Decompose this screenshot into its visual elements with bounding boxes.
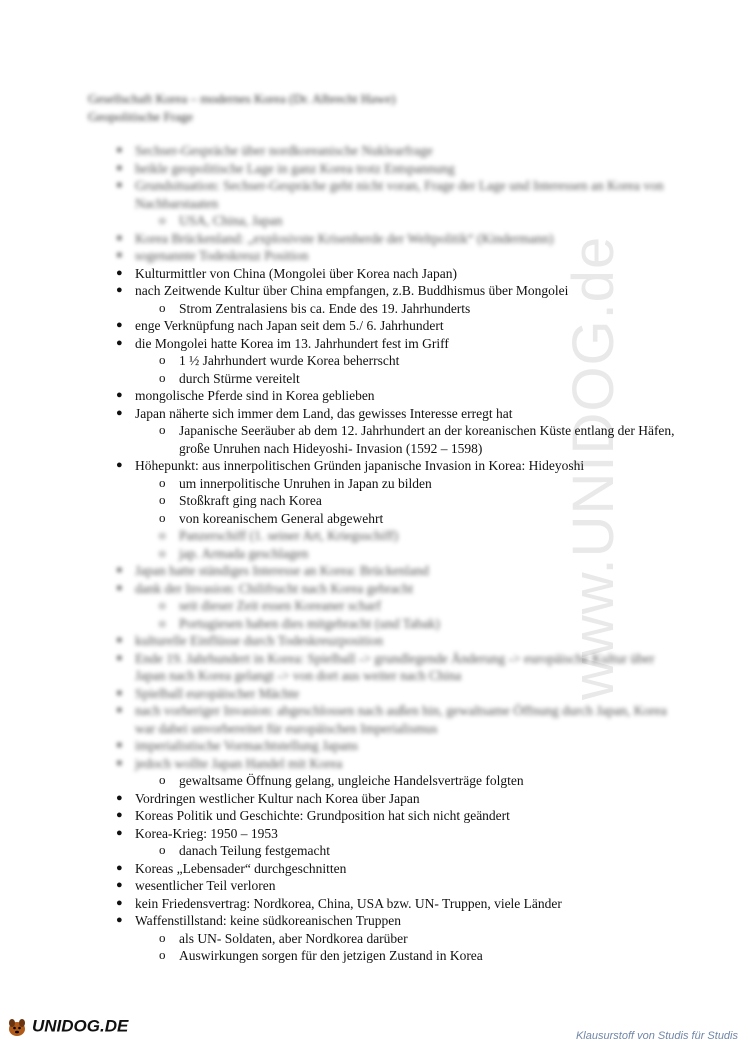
list-item-text: Spielball europäischer Mächte [135, 685, 300, 701]
sub-bullet-icon: o [159, 422, 166, 437]
list-item-text: heikle geopolitische Lage in ganz Korea trotz Entspannung [135, 160, 455, 176]
sub-bullet-icon: o [159, 544, 166, 560]
list-item-text: gewaltsame Öffnung gelang, ungleiche Handelsverträge folgten [179, 773, 524, 788]
bullet-icon: ● [116, 581, 123, 594]
list-item-text: sogenannte Todeskreuz Position [135, 248, 309, 263]
list-item [116, 317, 676, 335]
sub-bullet-icon: o [159, 527, 166, 542]
bullet-icon: ● [116, 266, 123, 279]
list-item [116, 930, 676, 948]
list-item-text: Waffenstillstand: keine südkoreanischen Truppen [135, 913, 401, 928]
list-item [116, 947, 676, 965]
list-item-text: wesentlicher Teil verloren [135, 878, 276, 893]
bullet-icon: ● [116, 651, 123, 664]
list-item-text: Portugiesen haben dies mitgebracht (und Tabak) [179, 615, 440, 631]
list-item [116, 160, 676, 178]
list-item-text: Japan hatte ständiges Interesse an Korea: Brückenland [135, 563, 429, 578]
list-item [116, 790, 676, 808]
list-item [116, 475, 676, 493]
sub-bullet-icon: o [159, 772, 166, 787]
list-item-text: jedoch wollte Japan Handel mit Korea [135, 755, 343, 771]
bullet-icon: ● [116, 879, 123, 891]
list-item-text: USA, China, Japan [179, 213, 283, 228]
bullet-list [116, 142, 676, 965]
list-item-text: nach Zeitwende Kultur über China empfangen, z.B. Buddhismus über Mongolei [135, 283, 569, 298]
list-item-text: seit dieser Zeit essen Koreaner scharf [179, 598, 382, 613]
list-item [116, 860, 676, 878]
bullet-icon: ● [116, 144, 123, 156]
list-item-text: Koreas Politik und Geschichte: Grundposition hat sich nicht geändert [135, 808, 510, 823]
bullet-icon: ● [116, 406, 123, 419]
list-item [116, 387, 676, 405]
list-item [116, 265, 676, 283]
bullet-icon: ● [116, 336, 123, 349]
list-item [116, 650, 676, 685]
bullet-icon: ● [116, 756, 123, 769]
dog-icon [6, 1016, 28, 1038]
bullet-icon: ● [116, 161, 123, 174]
list-item [116, 807, 676, 825]
sub-bullet-icon: o [159, 212, 166, 227]
sub-bullet-icon: o [159, 947, 166, 962]
bullet-icon: ● [116, 826, 123, 839]
list-item [116, 370, 676, 388]
list-item [116, 685, 676, 703]
list-item-text: von koreanischem General abgewehrt [179, 510, 384, 526]
list-item [116, 755, 676, 773]
logo-text: UNIDOG.DE [32, 1016, 129, 1036]
header-subtitle: Geopolitische Frage [88, 109, 194, 124]
list-item-text: die Mongolei hatte Korea im 13. Jahrhundert fest im Griff [135, 335, 449, 351]
list-item [116, 912, 676, 930]
list-item-text: enge Verknüpfung nach Japan seit dem 5./ 6. Jahrhundert [135, 318, 444, 333]
list-item-text: mongolische Pferde sind in Korea geblieben [135, 388, 375, 403]
bullet-icon: ● [116, 459, 123, 471]
sub-bullet-icon: o [159, 352, 166, 367]
bullet-icon: ● [116, 704, 123, 716]
document-header [88, 90, 396, 126]
list-item [116, 335, 676, 353]
footer-slogan: Klausurstoff von Studis für Studis [575, 1030, 738, 1042]
list-item-text: Sechser-Gespräche über nordkoreanische Nuklearfrage [135, 143, 433, 158]
list-item [116, 737, 676, 755]
list-item-text: durch Stürme vereitelt [179, 370, 300, 386]
list-item [116, 615, 676, 633]
watermark-text: www.UNIDOG.de [561, 235, 626, 700]
list-item [116, 562, 676, 580]
list-item-text: danach Teilung festgemacht [179, 843, 330, 858]
list-item-text: Korea Brückenland: „explosivste Krisenherde der Weltpolitik“ (Kindermann) [135, 230, 554, 246]
list-item-text: jap. Armada geschlagen [179, 545, 309, 561]
list-item [116, 457, 676, 475]
unidog-logo [6, 1016, 128, 1038]
bullet-icon: ● [116, 686, 123, 699]
list-item-text: kulturelle Einflüsse durch Todeskreuzposition [135, 633, 384, 648]
sub-bullet-icon: o [159, 299, 166, 315]
bullet-icon: ● [116, 231, 123, 244]
list-item [116, 772, 676, 790]
list-item-text: Strom Zentralasiens bis ca. Ende des 19. Jahrhunderts [179, 300, 471, 316]
list-item [116, 702, 676, 737]
list-item [116, 632, 676, 650]
sub-bullet-icon: o [159, 842, 166, 857]
list-item [116, 212, 676, 230]
list-item [116, 545, 676, 563]
list-item [116, 300, 676, 318]
list-item [116, 877, 676, 895]
list-item [116, 142, 676, 160]
list-item-text: um innerpolitische Unruhen in Japan zu bilden [179, 475, 432, 491]
list-item-text: dank der Invasion: Chilifrucht nach Korea gebracht [135, 580, 414, 596]
list-item-text: Grundsituation: Sechser-Gespräche geht nicht voran, Frage der Lage und Interessen an Korea von Nachbarstaaten [135, 178, 664, 211]
bullet-icon: ● [116, 249, 123, 261]
list-item [116, 352, 676, 370]
list-item [116, 597, 676, 615]
sub-bullet-icon: o [159, 597, 166, 612]
list-item [116, 177, 676, 212]
bullet-icon: ● [116, 179, 123, 191]
sub-bullet-icon: o [159, 369, 166, 385]
list-item [116, 282, 676, 300]
bullet-icon: ● [116, 809, 123, 821]
list-item [116, 825, 676, 843]
bullet-icon: ● [116, 896, 123, 909]
list-item-text: Japan näherte sich immer dem Land, das gewisses Interesse erregt hat [135, 405, 513, 421]
list-item-text: als UN- Soldaten, aber Nordkorea darüber [179, 930, 408, 946]
bullet-icon: ● [116, 284, 123, 296]
header-title: Gesellschaft Korea – modernes Korea (Dr. Albrecht Hawe) [88, 91, 396, 106]
list-item-text: imperialistische Vormachtstellung Japans [135, 738, 358, 753]
list-item-text: Stoßkraft ging nach Korea [179, 493, 322, 508]
list-item [116, 492, 676, 510]
list-item-text: Kulturmittler von China (Mongolei über Korea nach Japan) [135, 265, 458, 281]
list-item-text: Vordringen westlicher Kultur nach Korea über Japan [135, 790, 420, 806]
sub-bullet-icon: o [159, 509, 166, 525]
list-item-text: kein Friedensvertrag: Nordkorea, China, USA bzw. UN- Truppen, viele Länder [135, 895, 562, 911]
list-item [116, 247, 676, 265]
sub-bullet-icon: o [159, 474, 166, 490]
list-item [116, 527, 676, 545]
list-item-text: Höhepunkt: aus innerpolitischen Gründen japanische Invasion in Korea: Hideyoshi [135, 458, 585, 473]
sub-bullet-icon: o [159, 492, 166, 507]
bullet-icon: ● [116, 914, 123, 926]
bullet-icon: ● [116, 791, 123, 804]
list-item-text: nach vorheriger Invasion: abgeschlossen nach außen hin, gewaltsame Öffnung durch Japan, Korea war dabei unvorbereitet für europäischen Imperialismus [135, 703, 667, 736]
sub-bullet-icon: o [159, 614, 166, 630]
bullet-icon: ● [116, 389, 123, 401]
list-item-text: Panzerschiff (1. seiner Art, Kriegsschiff) [179, 528, 399, 543]
list-item [116, 405, 676, 423]
bullet-icon: ● [116, 319, 123, 331]
list-item-text: Auswirkungen sorgen für den jetzigen Zustand in Korea [179, 948, 483, 963]
list-item [116, 895, 676, 913]
list-item [116, 422, 676, 457]
list-item-text: Koreas „Lebensader“ durchgeschnitten [135, 860, 347, 876]
list-item-text: Ende 19. Jahrhundert in Korea: Spielball -> grundlegende Änderung -> europäische Kultur über Japan nach Korea gelangt -> von dort aus weiter nach China [135, 650, 655, 683]
list-item-text: Korea-Krieg: 1950 – 1953 [135, 825, 278, 841]
list-item [116, 510, 676, 528]
bullet-icon: ● [116, 861, 123, 874]
list-item-text: 1 ½ Jahrhundert wurde Korea beherrscht [179, 353, 400, 368]
sub-bullet-icon: o [159, 929, 166, 945]
bullet-icon: ● [116, 634, 123, 646]
list-item [116, 842, 676, 860]
bullet-icon: ● [116, 739, 123, 751]
list-item [116, 230, 676, 248]
list-item [116, 580, 676, 598]
bullet-icon: ● [116, 564, 123, 576]
list-item-text: Japanische Seeräuber ab dem 12. Jahrhundert an der koreanischen Küste entlang der Häfen, große Unruhen nach Hideyoshi- Invasion (1592 – 1598) [179, 423, 675, 456]
